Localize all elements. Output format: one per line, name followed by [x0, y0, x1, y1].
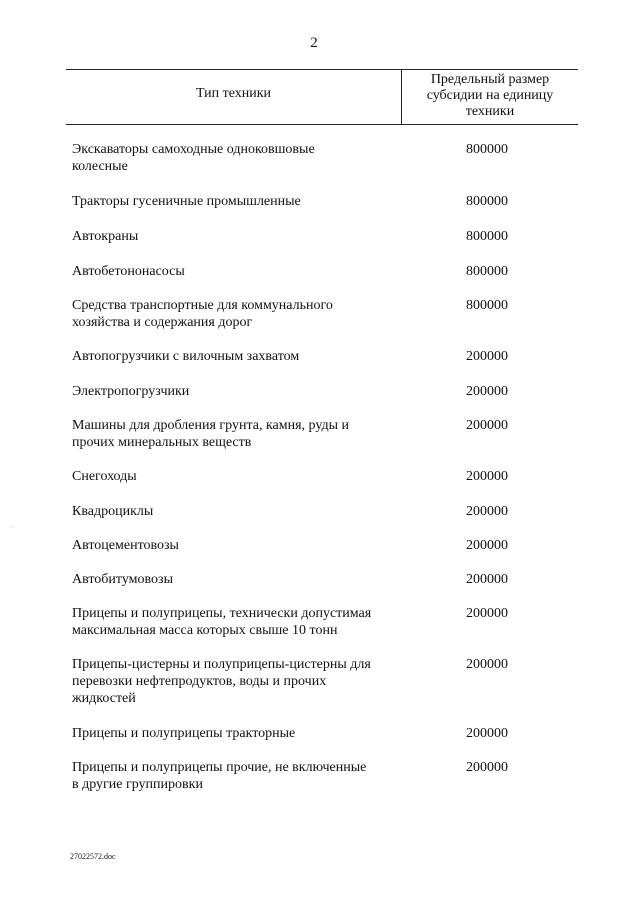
- row-technique-type: [72, 383, 402, 400]
- row-technique-type-line: Автобетононасосы: [72, 264, 185, 279]
- row-technique-type-line: перевозки нефтепродуктов, воды и прочих: [72, 674, 327, 689]
- table-row: [72, 348, 592, 365]
- row-subsidy-value: 200000: [466, 349, 508, 364]
- table-row: [72, 228, 592, 245]
- table-row: [72, 417, 592, 451]
- table-header-bottom-rule: [66, 124, 578, 125]
- table-row: [72, 725, 592, 742]
- row-technique-type-line: Прицепы и полуприцепы, технически допустимая: [72, 606, 372, 621]
- row-technique-type-line: Автоцементовозы: [72, 538, 179, 553]
- row-technique-type-line: прочих минеральных веществ: [72, 435, 252, 450]
- table-row: [72, 656, 592, 707]
- header-subsidy-line: Предельный размер: [430, 72, 550, 87]
- header-type-column: Тип техники: [195, 86, 272, 101]
- row-subsidy-value: 200000: [466, 418, 508, 433]
- row-technique-type: [72, 605, 402, 639]
- row-technique-type-line: Экскаваторы самоходные одноковшовые: [72, 142, 315, 157]
- row-technique-type-line: Тракторы гусеничные промышленные: [72, 194, 301, 209]
- row-subsidy-value: 200000: [466, 572, 508, 587]
- row-technique-type: [72, 759, 402, 793]
- header-subsidy-line: субсидии на единицу: [426, 88, 554, 103]
- row-subsidy-value: 800000: [466, 194, 508, 209]
- footer-document-code: 27022572.doc: [70, 852, 116, 861]
- row-technique-type-line: в другие группировки: [72, 777, 203, 792]
- row-subsidy-value: 200000: [466, 504, 508, 519]
- row-technique-type-line: максимальная масса которых свыше 10 тонн: [72, 623, 338, 638]
- row-technique-type: [72, 228, 402, 245]
- table-row: [72, 263, 592, 280]
- page-number: 2: [310, 35, 318, 51]
- row-technique-type: [72, 141, 402, 175]
- row-technique-type-line: Прицепы-цистерны и полуприцепы-цистерны для: [72, 657, 371, 672]
- row-subsidy-value: 200000: [466, 726, 508, 741]
- row-technique-type-line: хозяйства и содержания дорог: [72, 315, 253, 330]
- header-subsidy-column: [402, 72, 578, 120]
- row-technique-type: [72, 468, 402, 485]
- row-technique-type-line: Прицепы и полуприцепы тракторные: [72, 726, 296, 741]
- table-top-rule: [66, 69, 578, 70]
- row-technique-type-line: Электропогрузчики: [72, 384, 190, 399]
- row-subsidy-value: 200000: [466, 538, 508, 553]
- table-row: [72, 571, 592, 588]
- header-subsidy-line: техники: [465, 104, 515, 119]
- table-row: [72, 383, 592, 400]
- row-subsidy-value: 200000: [466, 657, 508, 672]
- row-technique-type-line: Прицепы и полуприцепы прочие, не включенные: [72, 760, 367, 775]
- table-row: [72, 605, 592, 639]
- row-technique-type-line: Машины для дробления грунта, камня, руды и: [72, 418, 350, 433]
- row-technique-type-line: Автокраны: [72, 229, 139, 244]
- table-row: [72, 297, 592, 331]
- row-technique-type: [72, 537, 402, 554]
- row-technique-type-line: Автопогрузчики с вилочным захватом: [72, 349, 300, 364]
- table-row: [72, 759, 592, 793]
- row-technique-type: [72, 656, 402, 707]
- row-technique-type: [72, 417, 402, 451]
- row-technique-type-line: Автобитумовозы: [72, 572, 173, 587]
- row-technique-type-line: Средства транспортные для коммунального: [72, 298, 333, 313]
- margin-mark: .: [12, 520, 14, 529]
- row-subsidy-value: 200000: [466, 384, 508, 399]
- row-technique-type: [72, 571, 402, 588]
- row-technique-type: [72, 348, 402, 365]
- row-subsidy-value: 200000: [466, 469, 508, 484]
- row-technique-type-line: колесные: [72, 159, 128, 174]
- table-body: [72, 141, 592, 793]
- row-technique-type-line: жидкостей: [72, 691, 136, 706]
- row-technique-type-line: Снегоходы: [72, 469, 137, 484]
- row-technique-type: [72, 725, 402, 742]
- row-technique-type: [72, 297, 402, 331]
- row-subsidy-value: 800000: [466, 142, 508, 157]
- table-row: [72, 468, 592, 485]
- row-subsidy-value: 200000: [466, 606, 508, 621]
- row-subsidy-value: 800000: [466, 264, 508, 279]
- table-row: [72, 537, 592, 554]
- row-subsidy-value: 200000: [466, 760, 508, 775]
- row-technique-type: [72, 503, 402, 520]
- row-subsidy-value: 800000: [466, 298, 508, 313]
- table-row: [72, 193, 592, 210]
- row-subsidy-value: 800000: [466, 229, 508, 244]
- row-technique-type: [72, 193, 402, 210]
- row-technique-type-line: Квадроциклы: [72, 504, 154, 519]
- table-row: [72, 141, 592, 175]
- row-technique-type: [72, 263, 402, 280]
- table-row: [72, 503, 592, 520]
